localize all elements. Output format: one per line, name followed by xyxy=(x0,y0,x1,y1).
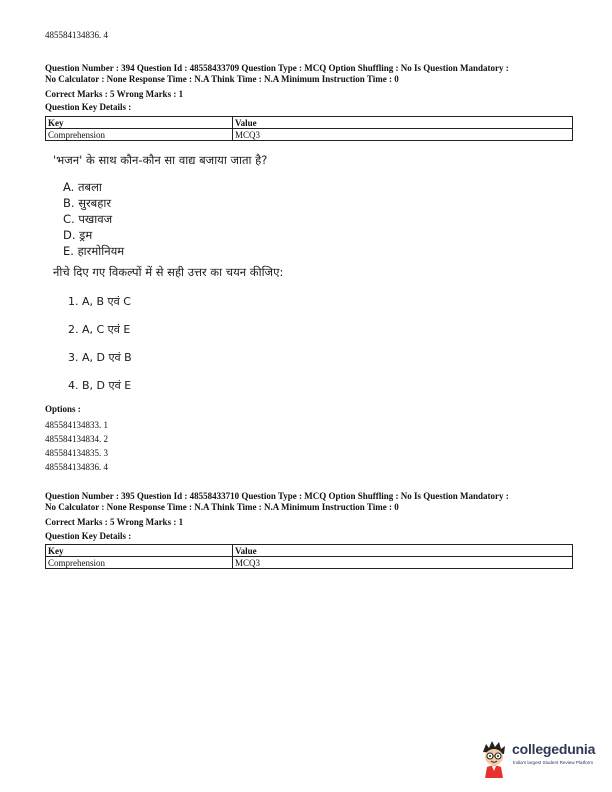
statement-d: D. ड्रम xyxy=(63,228,93,242)
key-header-cell: Key xyxy=(46,545,233,557)
question-394-text: 'भजन' के साथ कौन-कौन सा वाद्य बजाया जाता है? xyxy=(53,153,268,167)
question-394-header-line1: Question Number : 394 Question Id : 48558433709 Question Type : MCQ Option Shuffling : No Is Question Mandatory : xyxy=(45,63,509,73)
question-394-instruction: नीचे दिए गए विकल्पों में से सही उत्तर का चयन कीजिए: xyxy=(53,265,284,279)
value-header-cell: Value xyxy=(233,117,573,129)
key-table-header-row xyxy=(46,545,573,557)
statement-a: A. तबला xyxy=(63,180,102,194)
option-id-3: 485584134835. 3 xyxy=(45,448,108,458)
collegedunia-logo xyxy=(478,738,602,778)
question-395-header-line1: Question Number : 395 Question Id : 48558433710 Question Type : MCQ Option Shuffling : No Is Question Mandatory : xyxy=(45,491,509,501)
question-394-options-label: Options : xyxy=(45,404,81,414)
question-394-statements xyxy=(63,179,124,259)
question-395-header-line2: No Calculator : None Response Time : N.A Think Time : N.A Minimum Instruction Time : 0 xyxy=(45,502,399,512)
answer-option-3: 3. A, D एवं B xyxy=(68,351,132,364)
answer-option-4: 4. B, D एवं E xyxy=(68,379,132,392)
option-id-4: 485584134836. 4 xyxy=(45,462,108,472)
answer-option-1: 1. A, B एवं C xyxy=(68,295,131,308)
question-395-key-table xyxy=(45,544,573,569)
key-table-header-row xyxy=(46,117,573,129)
answer-option-2: 2. A, C एवं E xyxy=(68,323,131,336)
value-cell: MCQ3 xyxy=(233,557,573,569)
question-394-key-table xyxy=(45,116,573,141)
statement-b: B. सुरबहार xyxy=(63,196,112,210)
question-395-header xyxy=(45,491,575,513)
question-394-marks: Correct Marks : 5 Wrong Marks : 1 xyxy=(45,89,184,99)
option-id-2: 485584134834. 2 xyxy=(45,434,108,444)
option-id-1: 485584134833. 1 xyxy=(45,420,108,430)
key-cell: Comprehension xyxy=(46,129,233,141)
question-394-option-ids xyxy=(45,418,108,474)
logo-tagline: India's largest Student Review Platform xyxy=(513,760,594,765)
question-395-key-details-label: Question Key Details : xyxy=(45,531,132,541)
statement-e: E. हारमोनियम xyxy=(63,244,125,258)
key-cell: Comprehension xyxy=(46,557,233,569)
key-table-row xyxy=(46,129,573,141)
question-394-header xyxy=(45,63,575,85)
question-394-key-details-label: Question Key Details : xyxy=(45,102,132,112)
value-header-cell: Value xyxy=(233,545,573,557)
value-cell: MCQ3 xyxy=(233,129,573,141)
key-header-cell: Key xyxy=(46,117,233,129)
question-394-header-line2: No Calculator : None Response Time : N.A Think Time : N.A Minimum Instruction Time : 0 xyxy=(45,74,399,84)
logo-wordmark: collegedunia xyxy=(512,741,596,757)
student-mascot-icon xyxy=(478,738,510,778)
key-table-row xyxy=(46,557,573,569)
statement-c: C. पखावज xyxy=(63,212,113,226)
previous-option-id: 485584134836. 4 xyxy=(45,30,108,40)
question-395-marks: Correct Marks : 5 Wrong Marks : 1 xyxy=(45,517,184,527)
